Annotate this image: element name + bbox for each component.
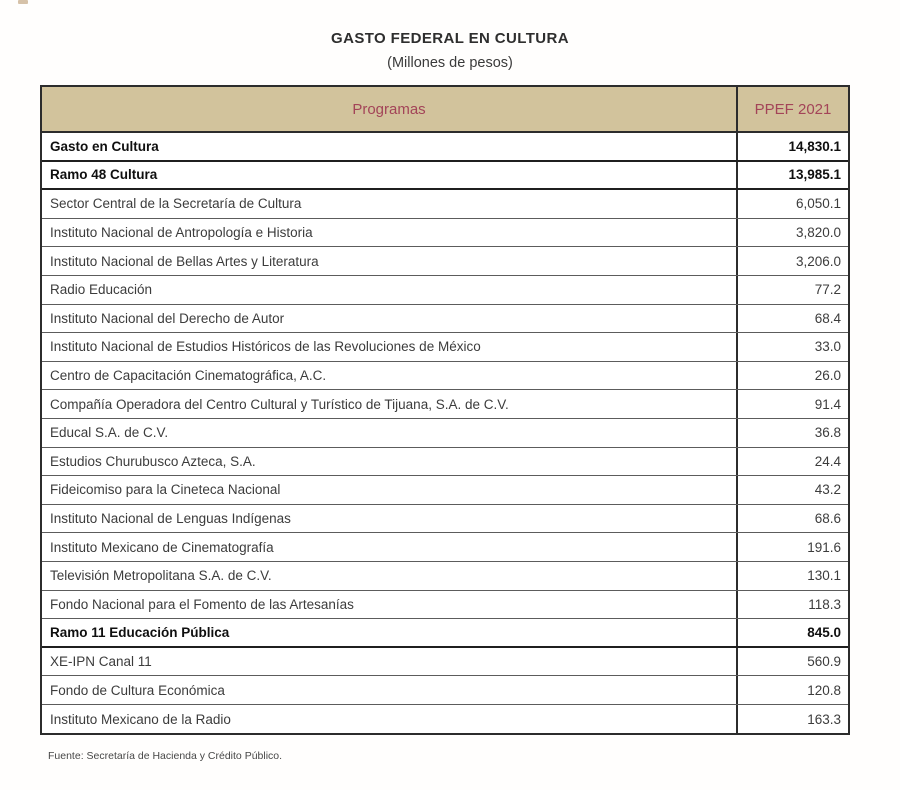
value-cell: 68.4 — [736, 305, 848, 333]
value-cell: 33.0 — [736, 333, 848, 361]
value-cell: 118.3 — [736, 591, 848, 619]
program-cell: Sector Central de la Secretaría de Cultura — [50, 196, 302, 212]
table-row — [42, 276, 848, 305]
program-cell: XE-IPN Canal 11 — [50, 653, 152, 669]
program-cell: Radio Educación — [50, 282, 153, 298]
table-row — [42, 448, 848, 477]
table-row — [42, 162, 848, 191]
program-cell: Instituto Nacional de Lenguas Indígenas — [50, 511, 291, 527]
program-cell: Fondo Nacional para el Fomento de las Artesanías — [50, 596, 354, 612]
table-row — [42, 390, 848, 419]
program-cell: Gasto en Cultura — [50, 138, 159, 154]
page-title: GASTO FEDERAL EN CULTURA — [331, 30, 569, 47]
table-row — [42, 133, 848, 162]
table-row — [42, 676, 848, 705]
program-cell: Instituto Nacional de Antropología e Historia — [50, 225, 313, 241]
table-row — [42, 305, 848, 334]
value-cell: 68.6 — [736, 505, 848, 533]
scan-artifact — [18, 0, 28, 4]
program-cell: Instituto Nacional de Bellas Artes y Literatura — [50, 253, 319, 269]
table-row — [42, 705, 848, 734]
value-cell: 24.4 — [736, 448, 848, 476]
table-body — [42, 133, 848, 733]
program-cell: Televisión Metropolitana S.A. de C.V. — [50, 568, 272, 584]
program-cell: Ramo 48 Cultura — [50, 167, 158, 183]
program-cell: Instituto Mexicano de la Radio — [50, 711, 231, 727]
value-cell: 845.0 — [736, 619, 848, 646]
table-row — [42, 333, 848, 362]
value-cell: 560.9 — [736, 648, 848, 676]
table-row — [42, 419, 848, 448]
table-row — [42, 476, 848, 505]
table-row — [42, 247, 848, 276]
program-cell: Compañía Operadora del Centro Cultural y Turístico de Tijuana, S.A. de C.V. — [50, 396, 509, 412]
program-cell: Fideicomiso para la Cineteca Nacional — [50, 482, 281, 498]
table-row — [42, 505, 848, 534]
budget-table — [40, 85, 850, 735]
value-cell: 3,206.0 — [736, 247, 848, 275]
table-row — [42, 619, 848, 648]
program-cell: Instituto Nacional de Estudios Históricos de las Revoluciones de México — [50, 339, 481, 355]
program-cell: Instituto Nacional del Derecho de Autor — [50, 310, 285, 326]
table-row — [42, 190, 848, 219]
table-row — [42, 591, 848, 620]
program-cell: Ramo 11 Educación Pública — [50, 624, 230, 640]
value-cell: 3,820.0 — [736, 219, 848, 247]
program-cell: Fondo de Cultura Económica — [50, 682, 225, 698]
column-header-ppef-2021: PPEF 2021 — [736, 87, 848, 131]
value-cell: 26.0 — [736, 362, 848, 390]
program-cell: Educal S.A. de C.V. — [50, 425, 169, 441]
value-cell: 191.6 — [736, 533, 848, 561]
program-cell: Instituto Mexicano de Cinematografía — [50, 539, 274, 555]
value-cell: 6,050.1 — [736, 190, 848, 218]
value-cell: 163.3 — [736, 705, 848, 734]
program-cell: Centro de Capacitación Cinematográfica, A.C. — [50, 368, 327, 384]
value-cell: 91.4 — [736, 390, 848, 418]
value-cell: 120.8 — [736, 676, 848, 704]
table-row — [42, 648, 848, 677]
table-row — [42, 562, 848, 591]
table-row — [42, 362, 848, 391]
source-note: Fuente: Secretaría de Hacienda y Crédito Público. — [48, 750, 283, 762]
table-row — [42, 219, 848, 248]
column-header-programas: Programas — [352, 100, 426, 118]
table-header-row — [42, 87, 848, 133]
page-subtitle: (Millones de pesos) — [387, 55, 513, 71]
program-cell: Estudios Churubusco Azteca, S.A. — [50, 453, 256, 469]
value-cell: 43.2 — [736, 476, 848, 504]
value-cell: 77.2 — [736, 276, 848, 304]
value-cell: 13,985.1 — [736, 162, 848, 189]
table-row — [42, 533, 848, 562]
value-cell: 14,830.1 — [736, 133, 848, 160]
value-cell: 36.8 — [736, 419, 848, 447]
value-cell: 130.1 — [736, 562, 848, 590]
